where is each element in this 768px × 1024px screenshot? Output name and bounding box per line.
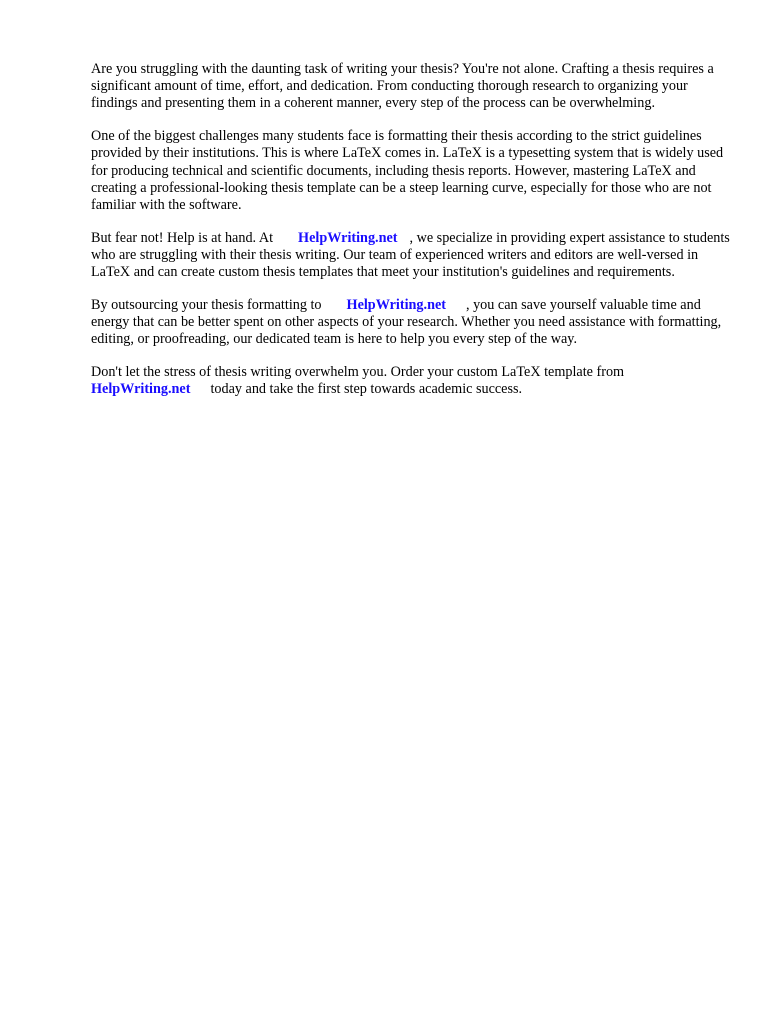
paragraph-text: , you can save yourself valuable time and energy that can be better spent on other aspects of your research. Whether you need assistance with formatting, editing, or proofreading, our dedicated team is here to help you every step of the way. xyxy=(91,296,722,348)
paragraph-help-at-hand xyxy=(91,230,731,282)
paragraph-intro: Are you struggling with the daunting task of writing your thesis? You're not alone. Crafting a thesis requires a significant amount of time, effort, and dedication. From conducting thorough research to organizing your findings and presenting them in a coherent manner, every step of the process can be overwhelming. xyxy=(91,61,714,112)
paragraph-text: today and take the first step towards academic success. xyxy=(210,381,523,398)
paragraph-latex-challenge: One of the biggest challenges many students face is formatting their thesis according to the strict guidelines provided by their institutions. This is where LaTeX comes in. LaTeX is a typesetting system that is widely used for producing technical and scientific documents, including thesis reports. However, mastering LaTeX and creating a professional-looking thesis template can be a steep learning curve, especially for those who are not familiar with the software. xyxy=(91,128,724,213)
paragraph-text: Don't let the stress of thesis writing overwhelm you. Order your custom LaTeX template from xyxy=(91,363,625,380)
helpwriting-link[interactable]: HelpWriting.net xyxy=(346,296,446,313)
helpwriting-link[interactable]: HelpWriting.net xyxy=(91,381,191,398)
paragraph-outsourcing xyxy=(91,297,731,349)
document-body xyxy=(91,61,731,414)
paragraph-call-to-action xyxy=(91,364,731,398)
paragraph-text: But fear not! Help is at hand. At xyxy=(91,229,274,246)
paragraph-text: By outsourcing your thesis formatting to xyxy=(91,296,322,313)
helpwriting-link[interactable]: HelpWriting.net xyxy=(298,229,398,246)
paragraph-text: , we specialize in providing expert assistance to students who are struggling with their thesis writing. Our team of experienced writers and editors are well-versed in LaTeX and can create custom thesis templates that meet your institution's guidelines and requirements. xyxy=(91,229,730,281)
